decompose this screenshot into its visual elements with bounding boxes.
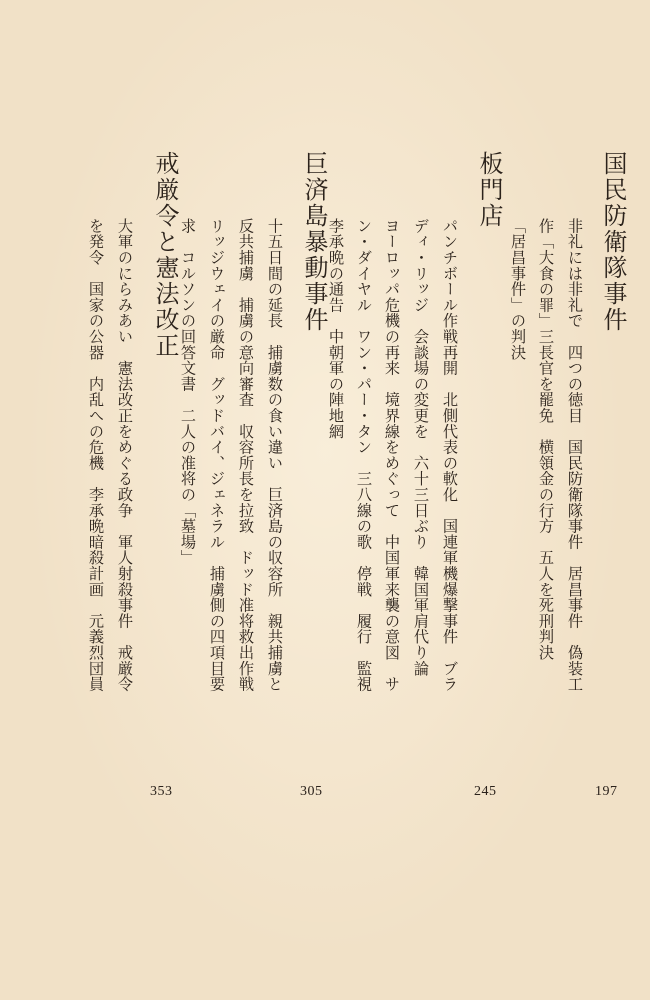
page-number: 305	[300, 784, 323, 799]
toc-line: 非礼には非礼で 四つの徳目 国民防衛隊事件 居昌事件 偽装工	[566, 218, 584, 692]
toc-line: 大軍のにらみあい 憲法改正をめぐる政争 軍人射殺事件 戒厳令	[116, 218, 134, 692]
page-number: 353	[150, 784, 173, 799]
toc-line: 李承晩の通告 中朝軍の陣地網	[327, 218, 345, 440]
toc-line: ディ・リッジ 会談場の変更を 六十三日ぶり 韓国軍肩代り論	[412, 218, 430, 677]
toc-line: を発令 国家の公器 内乱への危機 李承晩暗殺計画 元義烈団員	[87, 218, 105, 692]
chapter-title: 巨済島暴動事件	[300, 151, 328, 333]
chapter-title: 板門店	[475, 151, 503, 229]
toc-line: 「居昌事件」の判決	[509, 218, 527, 361]
toc-line: リッジウェイの厳命 グッドバイ、ジェネラル 捕虜側の四項目要	[208, 218, 226, 692]
toc-line: 十五日間の延長 捕虜数の食い違い 巨済島の収容所 親共捕虜と	[266, 218, 284, 692]
toc-line: 求 コルソンの回答文書 二人の准将の「墓場」	[179, 218, 197, 566]
page-number: 197	[595, 784, 618, 799]
toc-line: 反共捕虜 捕虜の意向審査 収容所長を拉致 ドッド准将救出作戦	[237, 218, 255, 692]
toc-line: ヨーロッパ危機の再来 境界線をめぐって 中国軍来襲の意図 サ	[383, 218, 401, 692]
toc-line: ン・ダイヤル ワン・パー・タン 三八線の歌 停戦 履行 監視	[355, 218, 373, 692]
page-number: 245	[474, 784, 497, 799]
toc-line: 作「大食の罪」三長官を罷免 横領金の行方 五人を死刑判決	[537, 218, 555, 661]
chapter-title: 国民防衛隊事件	[599, 151, 627, 333]
chapter-title: 戒厳令と憲法改正	[151, 151, 179, 359]
toc-line: パンチボール作戦再開 北側代表の軟化 国連軍機爆撃事件 ブラ	[441, 218, 459, 692]
